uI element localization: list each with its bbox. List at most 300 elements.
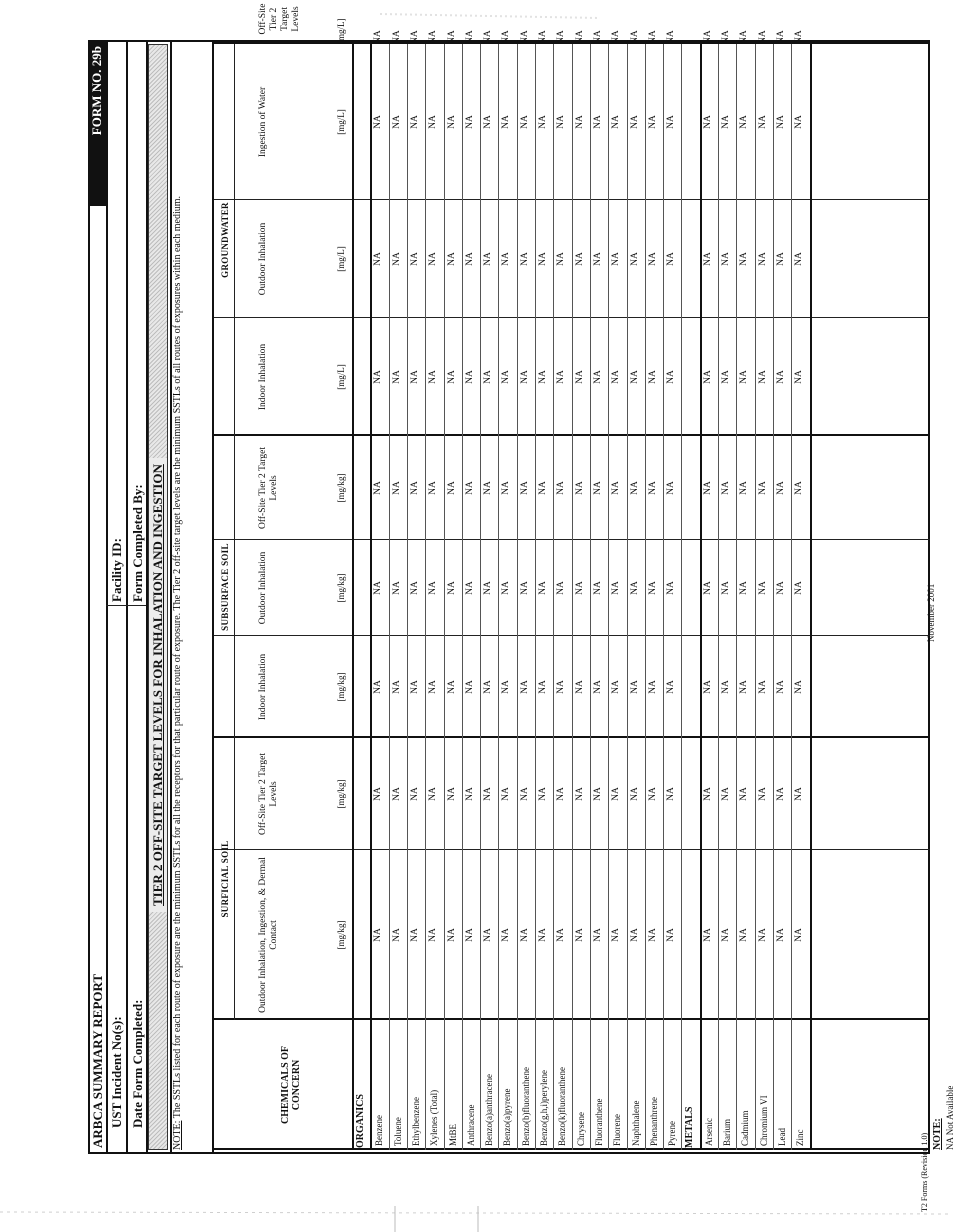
- table-cell: NA: [483, 30, 494, 44]
- table-cell: NA: [757, 787, 768, 801]
- table-cell: NA: [775, 30, 786, 44]
- table-cell: NA: [574, 115, 585, 129]
- table-cell: NA: [666, 581, 677, 595]
- note-body: The SSTLs listed for each route of exposure are the minimum SSTLs for all the receptors for that particular route of exposure. The Tier 2 off-site target levels are the minimum SSTLs of all routes of exposures within each medium.: [172, 195, 183, 1121]
- organics-section-label: ORGANICS: [355, 1094, 366, 1148]
- table-cell: NA: [428, 680, 439, 694]
- note-divider: [212, 40, 214, 1154]
- table-cell: NA: [611, 30, 622, 44]
- table-cell: NA: [647, 481, 658, 495]
- table-cell: NA: [629, 581, 640, 595]
- table-cell: NA: [391, 30, 402, 44]
- table-cell: NA: [373, 370, 384, 384]
- column-header-4: Outdoor Inhalation: [258, 551, 268, 625]
- table-cell: NA: [391, 581, 402, 595]
- table-row-rule: [627, 44, 628, 1150]
- table-cell: NA: [409, 370, 420, 384]
- table-cell: NA: [666, 481, 677, 495]
- table-row-rule: [718, 44, 719, 1150]
- table-header-bottom: [352, 44, 354, 1150]
- table-cell: NA: [501, 680, 512, 694]
- table-cell: NA: [409, 252, 420, 266]
- table-row-rule: [498, 44, 499, 1150]
- column-header-1: Outdoor Inhalation, Ingestion, & Dermal Contact: [258, 857, 279, 1013]
- table-cell: NA: [739, 115, 750, 129]
- column-header-2: Off-Site Tier 2 Target Levels: [258, 753, 279, 835]
- table-cell: NA: [373, 30, 384, 44]
- header-divider-2: [126, 40, 128, 1154]
- table-cell: NA: [501, 481, 512, 495]
- table-cell: NA: [501, 928, 512, 942]
- footer-forms-revision: T2 Forms (Revision 1.0): [920, 1132, 929, 1212]
- table-cell: NA: [629, 928, 640, 942]
- table-cell: NA: [556, 680, 567, 694]
- table-cell: NA: [464, 115, 475, 129]
- table-cell: NA: [666, 787, 677, 801]
- table-cell: NA: [464, 581, 475, 595]
- group-surficial-soil: SURFICIAL SOIL: [220, 840, 230, 918]
- table-cell: NA: [721, 581, 731, 595]
- table-cell: NA: [464, 928, 475, 942]
- table-cell: NA: [574, 581, 585, 595]
- table-cell: NA: [446, 370, 457, 384]
- chemical-name: MtBE: [447, 1123, 458, 1146]
- table-cell: NA: [775, 115, 786, 129]
- table-cell: NA: [574, 481, 585, 495]
- table-cell: NA: [428, 481, 439, 495]
- table-cell: NA: [538, 115, 548, 129]
- table-cell: NA: [373, 115, 384, 129]
- section-title: TIER 2 OFF-SITE TARGET LEVELS FOR INHALATION AND INGESTION: [149, 458, 167, 912]
- table-cell: NA: [519, 680, 530, 694]
- table-row-rule: [553, 44, 554, 1150]
- table-cell: NA: [501, 787, 512, 801]
- table-cell: NA: [409, 481, 420, 495]
- table-cell: NA: [757, 481, 768, 495]
- table-cell: NA: [647, 581, 658, 595]
- table-row-rule: [572, 44, 573, 1150]
- table-cell: NA: [464, 481, 475, 495]
- table-cell: NA: [574, 30, 585, 44]
- footer-note-label: NOTE:: [932, 1118, 943, 1150]
- note-paragraph: [172, 50, 184, 1150]
- table-cell: NA: [574, 680, 585, 694]
- table-cell: NA: [592, 680, 603, 694]
- table-cell: NA: [647, 787, 658, 801]
- table-cell: NA: [446, 481, 457, 495]
- table-cell: NA: [538, 787, 548, 801]
- table-cell: NA: [538, 928, 548, 942]
- table-cell: NA: [574, 252, 585, 266]
- table-cell: NA: [519, 115, 530, 129]
- table-cell: NA: [519, 928, 530, 942]
- table-cell: NA: [721, 252, 731, 266]
- table-cell: NA: [592, 370, 603, 384]
- chemical-name: Benzo(b)fluoranthene: [520, 1067, 531, 1146]
- table-cell: NA: [757, 581, 768, 595]
- table-cell: NA: [428, 115, 439, 129]
- table-cell: NA: [592, 115, 603, 129]
- table-cell: NA: [666, 30, 677, 44]
- table-cell: NA: [592, 787, 603, 801]
- table-cell: NA: [757, 928, 768, 942]
- column-header-8: Ingestion of Water: [258, 86, 268, 158]
- table-cell: NA: [629, 481, 640, 495]
- table-cell: NA: [702, 252, 713, 266]
- facility-id-label: Facility ID:: [109, 538, 124, 602]
- table-cell: NA: [702, 680, 713, 694]
- table-cell: NA: [794, 30, 805, 44]
- metals-section-rule: [700, 44, 702, 1150]
- table-cell: NA: [409, 928, 420, 942]
- table-cell: NA: [757, 680, 768, 694]
- table-cell: NA: [794, 680, 805, 694]
- table-cell: NA: [373, 928, 384, 942]
- column-unit-3: [mg/kg]: [336, 672, 346, 702]
- header-divider: [106, 40, 108, 1154]
- chemical-name: Barium: [722, 1119, 732, 1146]
- table-cell: NA: [647, 928, 658, 942]
- column-unit-8: [mg/L]: [336, 109, 346, 135]
- chemical-name: Chrysene: [575, 1112, 586, 1146]
- column-header-7: Outdoor Inhalation: [258, 222, 268, 296]
- table-cell: NA: [556, 581, 567, 595]
- table-cell: NA: [721, 680, 731, 694]
- note-label: NOTE:: [172, 1120, 183, 1150]
- table-cell: NA: [666, 928, 677, 942]
- table-cell: NA: [794, 481, 805, 495]
- table-row-rule: [535, 44, 536, 1150]
- column-unit-6: [mg/L]: [336, 364, 346, 390]
- table-cell: NA: [556, 928, 567, 942]
- table-cell: NA: [757, 115, 768, 129]
- table-cell: NA: [611, 581, 622, 595]
- chemical-name: Anthracene: [465, 1104, 476, 1146]
- table-row-rule: [590, 44, 591, 1150]
- table-cell: NA: [501, 370, 512, 384]
- table-cell: NA: [501, 252, 512, 266]
- table-row-rule: [480, 44, 481, 1150]
- table-cell: NA: [611, 680, 622, 694]
- table-cell: NA: [391, 252, 402, 266]
- table-cell: NA: [483, 370, 494, 384]
- table-cell: NA: [519, 252, 530, 266]
- table-cell: NA: [629, 30, 640, 44]
- table-cell: NA: [757, 252, 768, 266]
- table-cell: NA: [739, 581, 750, 595]
- column-unit-5: [mg/kg]: [336, 473, 346, 503]
- chemical-name: Benzo(g,h,i)perylene: [539, 1070, 549, 1146]
- table-cell: NA: [611, 370, 622, 384]
- chemical-name: Fluoranthene: [593, 1098, 604, 1146]
- column-unit-1: [mg/kg]: [336, 920, 346, 950]
- table-cell: NA: [519, 787, 530, 801]
- table-cell: NA: [775, 370, 786, 384]
- table-cell: NA: [794, 370, 805, 384]
- table-cell: NA: [739, 30, 750, 44]
- table-cell: NA: [592, 30, 603, 44]
- table-row-rule: [444, 44, 445, 1150]
- table-cell: NA: [794, 581, 805, 595]
- table-cell: NA: [757, 30, 768, 44]
- table-cell: NA: [409, 115, 420, 129]
- table-cell: NA: [556, 115, 567, 129]
- table-cell: NA: [592, 481, 603, 495]
- table-cell: NA: [574, 787, 585, 801]
- table-cell: NA: [483, 115, 494, 129]
- metals-section-label: METALS: [684, 1106, 696, 1148]
- table-cell: NA: [739, 787, 750, 801]
- table-cell: NA: [446, 787, 457, 801]
- chemical-name: Benzene: [374, 1115, 385, 1146]
- table-cell: NA: [611, 787, 622, 801]
- table-cell: NA: [501, 115, 512, 129]
- table-cell: NA: [409, 680, 420, 694]
- table-cell: NA: [702, 787, 713, 801]
- table-cell: NA: [721, 481, 731, 495]
- chemical-name: Benzo(a)pyrene: [502, 1088, 513, 1146]
- table-cell: NA: [775, 680, 786, 694]
- table-cell: NA: [574, 928, 585, 942]
- chemical-name: Phenanthrene: [648, 1097, 659, 1146]
- table-cell: NA: [757, 370, 768, 384]
- table-cell: NA: [391, 787, 402, 801]
- table-cell: NA: [721, 928, 731, 942]
- chemical-name: Chromium VI: [758, 1095, 769, 1146]
- table-cell: NA: [391, 680, 402, 694]
- chemical-name: Benzo(a)anthracene: [484, 1074, 495, 1146]
- table-cell: NA: [409, 787, 420, 801]
- table-row-rule: [755, 44, 756, 1150]
- table-cell: NA: [483, 787, 494, 801]
- table-row-rule: [425, 44, 426, 1150]
- table-cell: NA: [373, 481, 384, 495]
- table-cell: NA: [647, 370, 658, 384]
- table-cell: NA: [483, 252, 494, 266]
- table-cell: NA: [702, 370, 713, 384]
- table-cell: NA: [373, 680, 384, 694]
- ust-incident-label: UST Incident No(s):: [109, 1016, 124, 1128]
- table-cell: NA: [721, 787, 731, 801]
- table-cell: NA: [647, 115, 658, 129]
- table-bottom-rule: [810, 44, 812, 1150]
- table-cell: NA: [464, 680, 475, 694]
- table-cell: NA: [611, 928, 622, 942]
- table-cell: NA: [446, 115, 457, 129]
- table-row-rule: [645, 44, 646, 1150]
- table-cell: NA: [739, 928, 750, 942]
- table-cell: NA: [629, 252, 640, 266]
- table-cell: NA: [391, 928, 402, 942]
- table-cell: NA: [666, 252, 677, 266]
- table-cell: NA: [446, 252, 457, 266]
- table-row-rule: [517, 44, 518, 1150]
- chemical-name: Fluorene: [612, 1114, 623, 1146]
- column-header-3: Indoor Inhalation: [258, 653, 268, 721]
- table-cell: NA: [428, 370, 439, 384]
- group-header-rule: [234, 44, 235, 1020]
- organics-section-rule: [370, 44, 372, 1150]
- table-row-rule: [608, 44, 609, 1150]
- table-cell: NA: [391, 481, 402, 495]
- table-cell: NA: [483, 581, 494, 595]
- chemical-name: Pyrene: [667, 1121, 678, 1146]
- table-cell: NA: [538, 680, 548, 694]
- table-cell: NA: [702, 928, 713, 942]
- table-cell: NA: [647, 252, 658, 266]
- table-row-rule: [663, 44, 664, 1150]
- chemical-name: Cadmium: [740, 1110, 751, 1146]
- table-cell: NA: [794, 252, 805, 266]
- table-cell: NA: [538, 481, 548, 495]
- table-cell: NA: [794, 115, 805, 129]
- table-cell: NA: [538, 30, 548, 44]
- table-row-rule: [791, 44, 792, 1150]
- table-cell: NA: [647, 30, 658, 44]
- table-cell: NA: [446, 30, 457, 44]
- table-cell: NA: [611, 252, 622, 266]
- table-cell: NA: [538, 581, 548, 595]
- table-cell: NA: [501, 581, 512, 595]
- table-cell: NA: [721, 30, 731, 44]
- table-cell: NA: [775, 928, 786, 942]
- group-groundwater: GROUNDWATER: [220, 202, 230, 278]
- report-title: ARBCA SUMMARY REPORT: [90, 973, 105, 1148]
- form-number: FORM NO. 29b: [88, 40, 106, 206]
- completed-by-label: Form Completed By:: [130, 484, 145, 602]
- table-cell: NA: [702, 581, 713, 595]
- table-cell: NA: [446, 928, 457, 942]
- chemical-name: Arsenic: [703, 1118, 714, 1146]
- table-row-rule: [681, 44, 682, 1150]
- table-cell: NA: [483, 680, 494, 694]
- table-cell: NA: [666, 370, 677, 384]
- table-cell: NA: [592, 928, 603, 942]
- table-cell: NA: [739, 370, 750, 384]
- table-cell: NA: [428, 30, 439, 44]
- table-cell: NA: [373, 581, 384, 595]
- table-cell: NA: [464, 787, 475, 801]
- table-cell: NA: [373, 252, 384, 266]
- table-cell: NA: [519, 581, 530, 595]
- table-cell: NA: [464, 30, 475, 44]
- table-cell: NA: [428, 581, 439, 595]
- table-cell: NA: [519, 370, 530, 384]
- table-cell: NA: [611, 115, 622, 129]
- header-vsep-1: [106, 605, 126, 606]
- chemical-name: Ethylbenzene: [410, 1097, 421, 1146]
- table-cell: NA: [794, 787, 805, 801]
- table-cell: NA: [519, 30, 530, 44]
- table-cell: NA: [647, 680, 658, 694]
- table-cell: NA: [702, 481, 713, 495]
- column-unit-9: [mg/L]: [336, 18, 346, 44]
- table-cell: NA: [373, 787, 384, 801]
- table-cell: NA: [721, 370, 731, 384]
- table-cell: NA: [666, 680, 677, 694]
- table-cell: NA: [629, 115, 640, 129]
- table-cell: NA: [428, 252, 439, 266]
- table-row-rule: [389, 44, 390, 1150]
- table-cell: NA: [775, 252, 786, 266]
- chemical-name: Benzo(k)fluoranthene: [557, 1067, 568, 1146]
- table-cell: NA: [556, 787, 567, 801]
- chemical-name: Zinc: [795, 1129, 806, 1146]
- table-cell: NA: [556, 252, 567, 266]
- chemical-name: Naphthalene: [630, 1100, 641, 1146]
- chemical-name: Lead: [776, 1128, 787, 1146]
- table-cell: NA: [446, 680, 457, 694]
- table-cell: NA: [592, 252, 603, 266]
- table-row-rule: [736, 44, 737, 1150]
- table-cell: NA: [464, 370, 475, 384]
- header-vsep-2: [126, 605, 146, 606]
- chemical-name: Xylenes (Total): [429, 1089, 440, 1146]
- column-unit-4: [mg/kg]: [336, 573, 346, 603]
- table-cell: NA: [391, 370, 402, 384]
- footer-na-definition: NA Not Available: [945, 1085, 955, 1150]
- table-cell: NA: [538, 370, 548, 384]
- table-cell: NA: [483, 481, 494, 495]
- table-cell: NA: [721, 115, 731, 129]
- column-header-6: Indoor Inhalation: [258, 343, 268, 411]
- table-row-rule: [407, 44, 408, 1150]
- column-unit-7: [mg/L]: [336, 246, 346, 272]
- footer-date: November 2001: [926, 583, 936, 642]
- table-cell: NA: [629, 370, 640, 384]
- table-cell: NA: [574, 370, 585, 384]
- table-cell: NA: [592, 581, 603, 595]
- table-cell: NA: [446, 581, 457, 595]
- table-cell: NA: [702, 30, 713, 44]
- table-cell: NA: [428, 928, 439, 942]
- table-cell: NA: [501, 30, 512, 44]
- chemicals-of-concern-header: CHEMICALS OF CONCERN: [280, 1045, 302, 1125]
- table-cell: NA: [739, 680, 750, 694]
- column-header-9: Off-Site Tier 2 Target Levels: [258, 3, 301, 35]
- column-unit-2: [mg/kg]: [336, 779, 346, 809]
- table-cell: NA: [409, 581, 420, 595]
- table-cell: NA: [538, 252, 548, 266]
- table-cell: NA: [519, 481, 530, 495]
- table-cell: NA: [556, 481, 567, 495]
- column-header-5: Off-Site Tier 2 Target Levels: [258, 447, 279, 529]
- table-cell: NA: [409, 30, 420, 44]
- table-cell: NA: [391, 115, 402, 129]
- table-cell: NA: [428, 787, 439, 801]
- table-cell: NA: [775, 787, 786, 801]
- table-cell: NA: [629, 680, 640, 694]
- table-cell: NA: [794, 928, 805, 942]
- table-cell: NA: [666, 115, 677, 129]
- table-row-rule: [773, 44, 774, 1150]
- table-cell: NA: [556, 30, 567, 44]
- table-cell: NA: [556, 370, 567, 384]
- table-cell: NA: [702, 115, 713, 129]
- table-cell: NA: [464, 252, 475, 266]
- table-cell: NA: [775, 481, 786, 495]
- chemical-name: Toluene: [392, 1117, 403, 1146]
- table-cell: NA: [483, 928, 494, 942]
- table-cell: NA: [739, 481, 750, 495]
- table-cell: NA: [629, 787, 640, 801]
- date-completed-label: Date Form Completed:: [130, 999, 145, 1128]
- table-row-rule: [462, 44, 463, 1150]
- table-cell: NA: [611, 481, 622, 495]
- table-cell: NA: [775, 581, 786, 595]
- group-subsurface-soil: SUBSURFACE SOIL: [220, 543, 230, 631]
- table-cell: NA: [739, 252, 750, 266]
